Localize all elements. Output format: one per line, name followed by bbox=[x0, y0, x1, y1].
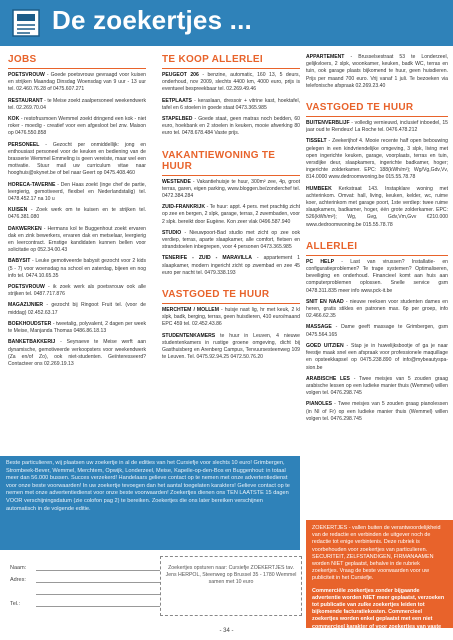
page-number: - 34 - bbox=[219, 628, 234, 634]
disclaimer-text: ZOEKERTJES - vallen buiten de verantwoordelijkheid van de redactie en verbinden de uitgever noch de redactie tot enige verbintenis. Deze rubriek is voorbehouden voor zoekertjes van particulieren. SECURITEIT, ZELFSTANDIGEN, FIRMANAAMEN worden NIET geplaatst, behalve in de rubriek zoekertjes. Vraag de beste voorwaarden voor uw publiciteit in het Cursiefje. bbox=[312, 525, 441, 582]
listing-text: - Stap je in huwelijksbootje of ga je naar feestje maak snel een afspraak voor professionele maquillage en opsteekkapsel op 0475.238.890 of info@mybeautyspa-sion.be bbox=[306, 342, 448, 371]
listing-entry bbox=[306, 324, 448, 338]
newspaper-icon bbox=[10, 7, 46, 39]
listing-text: - Twee meisjes van 5 zouden graag arabische lessen op een ludieke manier thuis (Wemmel) willen volgen tel. 0476.298.745 bbox=[306, 375, 448, 397]
listing-text: - volledig vernieuwd, inclusief inboedel, 15 jaar oud te Rendeux! La Roche tel. 0476.478.212 bbox=[306, 120, 448, 134]
listing-entry bbox=[306, 343, 448, 372]
listing-heading: KOK bbox=[8, 116, 20, 123]
listing-text: - Den Haas zoekt (inge chef de partie, leergierig, gemotiveerd, flexibel en Nederlandstalig) tel. 0478.452.17 na 10 u bbox=[8, 181, 146, 203]
listing-entry bbox=[8, 116, 146, 138]
listing-heading: BUITENVERBLIJF bbox=[306, 120, 350, 127]
listing-text: te huur in Leuven, 4 nieuwe studentenkamers in rustige groene omgeving, dicht bij Gasthuisberg en Arenberg Campus, Tervuursesteenweg 109 te Leuven. Tel. 0475.92.94.25 0472.50.76.20 bbox=[162, 332, 300, 361]
disclaimer-bold-text: Commerciële zoekertjes zonder bijgaande advertentie worden NIET meer geplaatst, verzoeken tot publicatie van zulke zoekertjes leiden tot bijkomende facturatiekosten. Commercieel zoekertjes worden enkel geplaatst met een niet commercieel karakter of voor zoekertjes van vaste adverteerders. bbox=[312, 587, 445, 637]
listing-entry bbox=[8, 258, 146, 280]
listing-heading: MERCHTEM / MOLLEM bbox=[162, 307, 219, 314]
listing-text: - gezocht bij Ringoot Fruit tel. (voor de middag) 02.452.63.17 bbox=[8, 302, 146, 316]
section-title: VASTGOED TE HUUR bbox=[306, 102, 414, 114]
listing-text: - Hermans kol te Buggenhout zoekt ervaren dak en zink bewerkers, ervaren dak en metselaar, leergierig en leercontract. Ernstige kandidaten kunnen bellen voor solicitatie op 052.34.00.43 bbox=[8, 225, 146, 254]
listing-text: - Dame geeft massage te Grimbergen, gsm 0475.564.165 bbox=[306, 324, 448, 338]
adres-field-2[interactable] bbox=[36, 588, 160, 595]
listing-entry bbox=[306, 299, 448, 321]
form-row-tel bbox=[10, 598, 160, 607]
listing-text: - benzine, automatic, 160 13, 5 deurs, onderhoud, nov 2009, slechts 4400 km, 4000 euro, prijs is eventueel bespreekbaar tel. 02.269.49.46 bbox=[162, 72, 300, 93]
listing-heading: KUISEN bbox=[8, 207, 28, 214]
listing-text: Kerkstraat 143. Instapklare woning met achterinkom. Omvat: hall, living, keuken, kelder, wc, ruime koer, achterinkom met garage poort, 1ste verdiep: twee ruime slaapkamers, badkamer, hoger, één grote zolderkamer. EPC: 526(kWh/m²); Wg, Gvg, Gdv,Vm,Gvv €210.000 www.dedroomwoning.be 015.55.78.78 bbox=[306, 185, 448, 228]
column-middle bbox=[162, 54, 300, 454]
listing-entry bbox=[306, 186, 448, 229]
adres-label: Adres: bbox=[10, 577, 26, 583]
listing-entry bbox=[306, 259, 448, 295]
listing-text: - Goede staat, geen matras noch bedden, 60 euro, hoekbank en 2 stoelen in keuken, mooie afwerking 80 euro tel. 0478.678.484 Vaste prijs. bbox=[162, 116, 300, 137]
listing-text: - te Meise zoekt zaalpersoneel weekendwerk tel. 02.269.70.04 bbox=[8, 97, 146, 111]
listing-heading: RESTAURANT bbox=[8, 97, 43, 104]
listing-entry bbox=[8, 207, 146, 221]
form-row-adres bbox=[10, 574, 160, 583]
listing-text: - Brusselsestraat 53 te Londerzeel, gelijkvloers, 2 slpk, woonkamer, keuken, badk WC, terras en tuin, ook garage plaats bijkomend te huur, geen huisdieren. Prijs per maand 700 euro. Vrij vanaf 1 juli. Te bezoeken via telefonische afspraak 02.269.23.40 bbox=[306, 54, 448, 89]
naam-label: Naam: bbox=[10, 565, 27, 571]
listing-entry bbox=[162, 333, 300, 362]
column-jobs bbox=[8, 54, 146, 454]
listing-heading: PC HELP bbox=[306, 258, 334, 265]
listing-heading: ZUID-FRANKRIJK bbox=[162, 204, 206, 211]
listing-heading: EETPLAATS bbox=[162, 97, 192, 104]
form-row-naam bbox=[10, 562, 160, 571]
listing-entry bbox=[8, 284, 146, 298]
listing-text: - Twee meisjes van 5 zouden graag pianolessen (in NI of Fr) op een ludieke manier thuis (Wemmel) willen volgen tel. 0476.298.745 bbox=[306, 401, 448, 422]
listing-entry bbox=[8, 302, 146, 316]
listing-text: - Gezocht per onmiddellijk: jong en enthousiast personeel voor de keuken en bediening van de brasserie Wemmel Emmeling is geen vereiste, maar wel een motivatie. Stuur mail uw curriculum vitae naar hooghuis@skynet.be of bel naar Geert op 0475.408.460 bbox=[8, 141, 146, 177]
listing-text: - restofrusmoen Wemmel zoekt dringend een kok - niet roker - moedig - creatief voor een afgesloot bel zrw. Maison op 0476.550.858 bbox=[8, 116, 146, 137]
listing-entry bbox=[306, 138, 448, 181]
listing-text: - ik zoek werk als poetsvrouw ook alle strijken tel. 0487.717.876 bbox=[8, 284, 146, 298]
listing-heading: HORECA-TAVERNE bbox=[8, 181, 56, 188]
listing-text: - huisje nast lig, hr met keuk, 2 kl slpk, badk, berging, terras, geen huisdieren, 410 euro/maand EPC 459 tel. 02.452.43.86 bbox=[162, 307, 300, 328]
listing-entry bbox=[8, 72, 146, 94]
listing-entry bbox=[162, 116, 300, 138]
listing-heading: STAPELBED bbox=[162, 116, 193, 123]
listing-text: - Seynaeve te Meise werft aan dynamische, gemotiveerde verkoopsters voor weekendwerk (Za en/of Zo), ook niet-studenten. Geïnteresseerd? Contacteer ons 02.269.19.13 bbox=[8, 339, 146, 367]
page-title: De zoekertjes ... bbox=[52, 5, 252, 35]
listing-heading: HUMBEEK bbox=[306, 185, 332, 192]
page-header bbox=[0, 0, 453, 46]
listing-heading: STUDENTENKAMERS bbox=[162, 332, 216, 339]
disclaimer-box bbox=[306, 520, 453, 637]
listing-text: - Nieuwpoort-Bad studio met zicht op zee ook verdiep, terras, aparte slaapkamer, alle comfort, fietsen en strandstoelen inbegrepen, voor 4 personen 0473.365.985 bbox=[162, 229, 300, 251]
listing-heading: PEUGEOT 206 bbox=[162, 72, 199, 78]
listing-entry bbox=[8, 98, 146, 112]
coupon-box bbox=[160, 556, 302, 616]
section-divider bbox=[306, 116, 448, 117]
section-gap bbox=[306, 94, 448, 102]
listing-heading: ARABISCHE LES bbox=[306, 375, 350, 382]
listing-text: - Leuke gemotiveerde babysit gezocht voor 2 kids (5 - 7) voor woensdag na school en zaterdag, bijeen en nog info tel. 0474.10.65.35 bbox=[8, 258, 146, 279]
listing-heading: MAGAZIJNIER bbox=[8, 302, 44, 309]
jobs-list bbox=[8, 72, 146, 368]
section-title-jobs: JOBS bbox=[8, 54, 37, 65]
section-divider bbox=[8, 68, 146, 69]
listing-entry bbox=[162, 179, 300, 201]
listing-heading: POETSVROUW bbox=[8, 72, 45, 78]
listing-entry bbox=[162, 230, 300, 252]
listing-text: - Last van virussen? Installatie- en configuratieproblemen? Te trage systemen? Optimaliseren, beveiliging en onderhoud. Financieel komt aan huis aan computerproblemen oplossen. Snelle service gsm 0478.311.835 meer info www.pck-it.be bbox=[306, 258, 448, 294]
section-divider bbox=[306, 255, 448, 256]
section-title: VASTGOED TE HUUR bbox=[162, 289, 270, 301]
listing-entry bbox=[8, 226, 146, 255]
listing-entry bbox=[162, 307, 300, 329]
naam-field[interactable] bbox=[36, 564, 160, 571]
section-divider bbox=[162, 68, 300, 69]
listing-entry bbox=[162, 204, 300, 226]
listing-entry bbox=[306, 120, 448, 134]
info-box-text: Beste particulieren, wij plaatsen uw zoekertje in al de edities van het Cursiefje voor slechts 10 euro! Grimbergen, Strombeek-Bever, Wemmel, Merchtem, Opwijk, Londerzeel, Meise, Kapelle-op-den-Bos en Buggenhout: in totaal meer dan 56.000 bussen. Succes verzekerd! Handelaars gelieve contact op te nemen met onze advertentiedienst voor onze beste voorwaarden! In uw zoekertje tevoegen dan het aantal toegelaten karakters! Gelieve contact op te nemen met onze advertentiedienst voor onze beste voorwaarden! Zoekertjes dienen ons TEN LAATSTE 15 dagen VOOR verschijningsdatum (zie colofon pag 2) te bereiken. Zoekertjes die ons later bereiken verschijnen automatisch in de volgende editie. bbox=[6, 460, 290, 512]
listing-entry bbox=[306, 54, 448, 90]
listing-entry bbox=[162, 255, 300, 277]
coupon-text: Zoekertjes opsturen naar: Cursiefje ZOEKERTJES tav. Jens HERPOL, Steenweg op Brussel 35 - 1780 Wemmel samen met 10 euro bbox=[165, 565, 297, 585]
listing-heading: PIANOLES bbox=[306, 401, 333, 408]
listing-text: - appartement 1 slaapkamer, modern ingericht zicht op zwembad en zee 45 euro per nacht tel. 0479.338.193 bbox=[162, 255, 300, 276]
listing-entry bbox=[8, 182, 146, 204]
listing-entry bbox=[8, 339, 146, 368]
listing-entry bbox=[306, 376, 448, 398]
listing-entry bbox=[306, 401, 448, 423]
listing-text: - Zeekerijhof 4. Mooie recente half open bebouwing gelegen in een kindvriendelijke omgeving, 3 slpk, living met open ingerichte keuken, garage, voorplaats, terras en tuin, versdijke deur, slaapkamers, ingerichte badkamer, hoger; ingerichte zolderkamer. EPC: 188(kWh/m²); Wg/Vg,Gdv,Vv, 814.0000 www.dedroomwoning.be 015.55.78.78 bbox=[306, 138, 448, 181]
section-divider bbox=[162, 175, 300, 176]
info-box bbox=[0, 456, 300, 550]
listing-text: - Te huur: appt. 4 pers. met prachtig zicht op zee en bergen, 2 slpk, garage, terras, 2 zwembaden, voor 2 slpk. bereikt door Eugène. Kon zeer vlak 0496.587.940 bbox=[162, 204, 300, 225]
listing-text: - tweetalig, polyvalent, 2 dagen per week te Meise, Manjanda Thomas 0486.86.18.13 bbox=[8, 320, 146, 335]
tel-field[interactable] bbox=[36, 600, 160, 607]
listing-entry bbox=[8, 142, 146, 178]
section-divider bbox=[162, 303, 300, 304]
section-gap bbox=[162, 142, 300, 150]
listing-text: - Vakantiehuisje te huur, 300m² zee, 4p, groot terras, garen, eigen parking, www.bloggen.be/zonderchef tel. 0472.384.284 bbox=[162, 178, 300, 200]
section-gap bbox=[306, 233, 448, 241]
listing-heading: APPARTEMENT bbox=[306, 54, 345, 60]
listing-heading: TISSELT bbox=[306, 138, 327, 145]
adres-field[interactable] bbox=[36, 576, 160, 583]
listing-heading: STUDIO bbox=[162, 229, 182, 236]
form-row-adres-2 bbox=[10, 586, 160, 595]
listing-heading: MASSAGE bbox=[306, 324, 332, 331]
listing-text: - Zoek werk om te kuisen en te strijken tel. 0476.381.080 bbox=[8, 207, 146, 221]
listing-heading: BANKETBAKKERIJ bbox=[8, 339, 56, 346]
order-form bbox=[10, 562, 160, 610]
listing-text: - nieuwe reeksen voor studenten dames en heren, gratis stikles en patronen max. 6p per groep, info 02.466.62.35 bbox=[306, 298, 448, 320]
listing-entry bbox=[162, 72, 300, 94]
listing-heading: BABYSIT bbox=[8, 258, 31, 265]
listing-heading: BOEKHOUDSTER bbox=[8, 320, 52, 327]
section-gap bbox=[162, 281, 300, 289]
listing-text: - Goede poetsvrouw gevraagd voor kuisen en strijken Maandag Dinsdag Woensdag van 9 uur - 13 uur tel. 02.460.76.28 of 0475.607.271 bbox=[8, 72, 146, 93]
listing-text: - keraslaan, dressoir + vitrine kast, hoektafel, tafel en 6 stoelen in goede staat 0473.365.985 bbox=[162, 97, 300, 111]
listing-entry bbox=[8, 321, 146, 335]
section-title: TE KOOP ALLERLEI bbox=[162, 54, 263, 65]
listing-heading: WESTENDE bbox=[162, 178, 191, 185]
listing-heading: TENERIFE - ZUID - MARAVILLA bbox=[162, 255, 252, 262]
section-title: ALLERLEI bbox=[306, 240, 358, 252]
section-title: VAKANTIEWONING TE HUUR bbox=[162, 149, 276, 172]
listing-heading: SNIT EN NAAD bbox=[306, 298, 344, 305]
listing-heading: GOED UITZIEN bbox=[306, 342, 344, 349]
listing-entry bbox=[162, 98, 300, 112]
tel-label: Tel.: bbox=[10, 601, 21, 607]
listing-heading: PERSONEEL bbox=[8, 141, 40, 148]
listing-heading: DAKWERKEN bbox=[8, 225, 42, 232]
listing-heading: POETSVROUW bbox=[8, 284, 45, 291]
